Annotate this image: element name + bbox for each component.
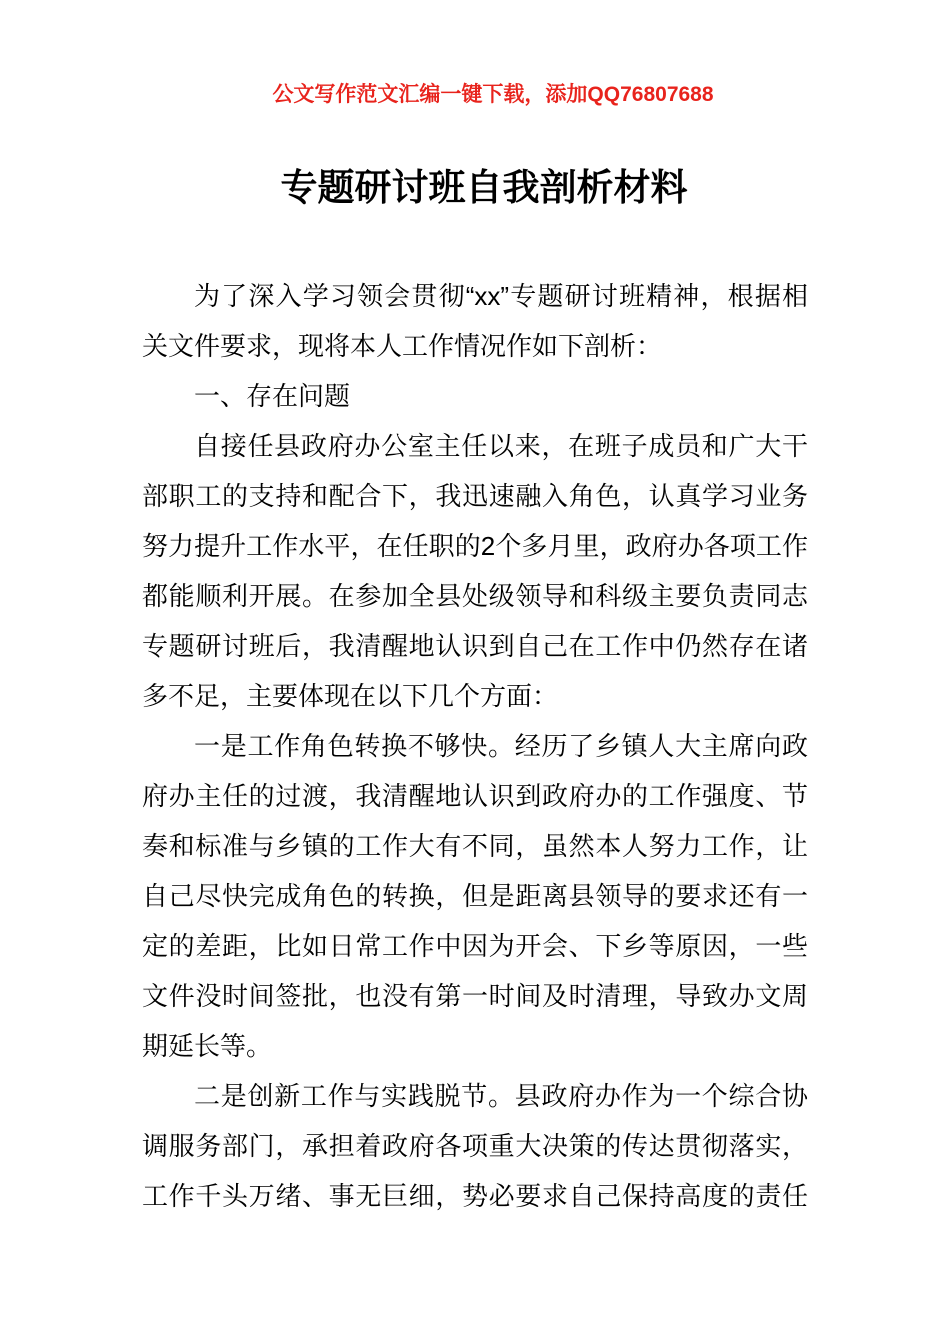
body-line: 期延长等。 [142,1031,273,1061]
body-line: 工作千头万绪、事无巨细，势必要求自己保持高度的责任 [142,1181,808,1211]
body-line: 努力提升工作水平，在任职的2个多月里，政府办各项工作 [142,531,808,561]
body-line: 部职工的支持和配合下，我迅速融入角色，认真学习业务 [142,481,808,511]
body-line: 自接任县政府办公室主任以来，在班子成员和广大干 [194,431,808,461]
body-line: 调服务部门，承担着政府各项重大决策的传达贯彻落实， [142,1131,808,1161]
body-line: 奏和标准与乡镇的工作大有不同，虽然本人努力工作，让 [142,831,808,861]
body-line: 为了深入学习领会贯彻“xx”专题研讨班精神，根据相 [194,281,808,311]
body-line: 关文件要求，现将本人工作情况作如下剖析： [142,331,663,361]
body-line: 专题研讨班后，我清醒地认识到自己在工作中仍然存在诸 [142,631,808,661]
body-line: 定的差距，比如日常工作中因为开会、下乡等原因，一些 [142,931,808,961]
body-line: 二是创新工作与实践脱节。县政府办作为一个综合协 [194,1081,808,1111]
download-notice: 公文写作范文汇编一键下载，添加QQ76807688 [272,83,714,106]
body-line: 府办主任的过渡，我清醒地认识到政府办的工作强度、节 [142,781,808,811]
body-line: 自己尽快完成角色的转换，但是距离县领导的要求还有一 [142,881,808,911]
document-title: 专题研讨班自我剖析材料 [280,167,688,208]
body-line: 一是工作角色转换不够快。经历了乡镇人大主席向政 [194,731,808,761]
body-line: 文件没时间签批，也没有第一时间及时清理，导致办文周 [142,981,808,1011]
body-line: 多不足，主要体现在以下几个方面： [142,681,559,711]
body-line: 都能顺利开展。在参加全县处级领导和科级主要负责同志 [142,581,808,611]
section-heading: 一、存在问题 [194,381,351,411]
document-body [142,271,808,1221]
